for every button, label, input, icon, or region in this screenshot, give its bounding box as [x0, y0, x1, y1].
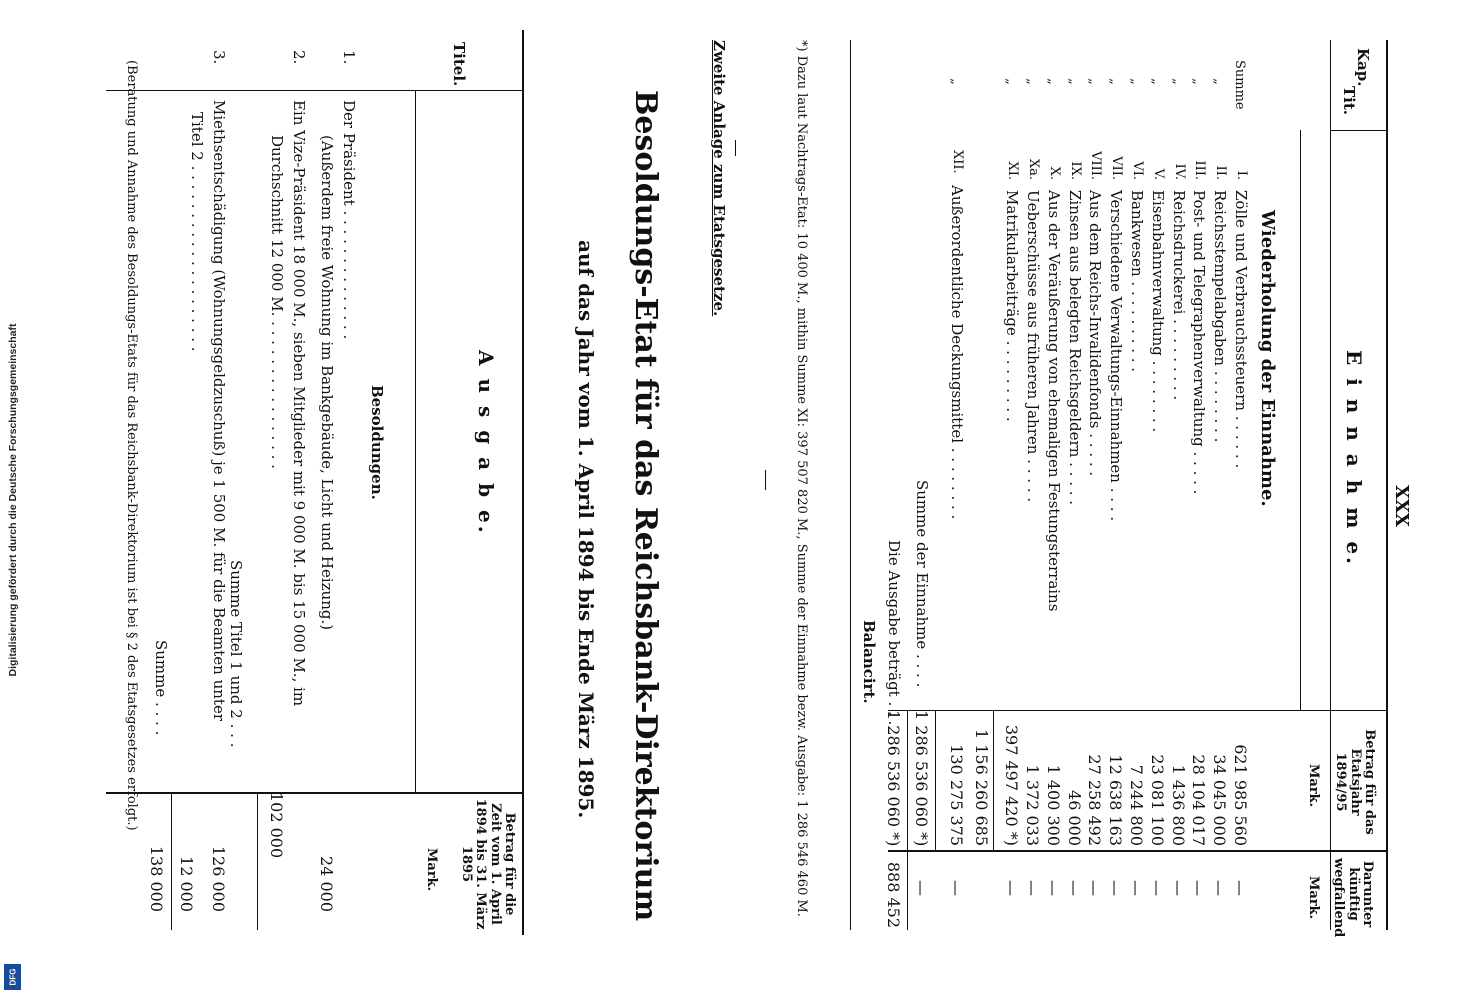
- einnahme-row-wegfallend: —: [1023, 880, 1042, 896]
- einnahme-row-wegfallend: —: [1127, 880, 1146, 896]
- einnahme-row-text: Reichsdruckerei . . . . . . . . .: [1169, 190, 1188, 401]
- einnahme-row-roman: Xa.: [1026, 158, 1041, 180]
- summe-einnahme-label: Summe der Einnahme . . . .: [913, 480, 931, 688]
- einnahme-row-amount: 28 104 017: [1189, 754, 1209, 846]
- einnahme-row-wegfallend: —: [1043, 880, 1063, 896]
- einnahme-top-rule: [1386, 40, 1388, 930]
- einnahme-row-label: „: [1044, 78, 1060, 85]
- einnahme-row-amount: 12 638 163: [1106, 754, 1126, 846]
- einnahme-row-roman: III.: [1192, 160, 1208, 180]
- einnahme-col-darunter-unit: Mark.: [1306, 876, 1321, 920]
- einnahme-row-roman: V.: [1150, 168, 1166, 180]
- besoldungs-title: Besoldungs-Etat für das Reichsbank-Direktorium: [628, 90, 663, 922]
- einnahme-row-label: „: [1128, 78, 1143, 85]
- ausgabe-item-amount: 24 000: [317, 856, 336, 912]
- einnahme-row-label: „: [1107, 78, 1123, 85]
- credit-sidebar: [0, 0, 26, 1000]
- einnahme-col-betrag: Betrag für das Etatsjahr 1894/95: [1333, 729, 1377, 835]
- einnahme-row-text: Aus der Veräußerung von ehemaligen Festungsterrains: [1044, 190, 1063, 612]
- summe-titel-amount: 126 000: [209, 845, 228, 912]
- einnahme-row-roman: IX.: [1067, 161, 1083, 180]
- einnahme-row-roman: IV.: [1171, 163, 1187, 180]
- einnahme-row-label: Summe: [1232, 60, 1247, 110]
- einnahme-row-amount: 46 000: [1064, 790, 1084, 846]
- einnahme-row-text: Post- und Telegraphenverwaltung . . . . .: [1190, 190, 1209, 495]
- einnahme-subtotal: 1 156 260 685: [972, 728, 991, 846]
- einnahme-row-label: „: [1169, 78, 1185, 85]
- besoldungs-footer-note: (Beratung und Annahme des Besoldungs-Etats für das Reichsbank-Direktorium ist bei § 2 des Etatsgesetzes erfolgt.): [124, 60, 139, 831]
- einnahme-row-label: „: [1003, 78, 1019, 85]
- ausgabe-item-amount: 102 000: [267, 792, 286, 859]
- einnahme-row-amount: 1 372 033: [1023, 764, 1042, 846]
- einnahme-row-roman: VII.: [1109, 156, 1125, 180]
- ausgabe-amount-divider: [106, 792, 524, 794]
- ausgabe-titel-divider: [106, 90, 524, 91]
- einnahme-row-text: Zölle und Verbrauchssteuern . . . . . .: [1232, 190, 1250, 469]
- einnahme-col-tit: Tit.: [1340, 86, 1358, 116]
- einnahme-row-text: Verschiedene Verwaltungs-Einnahmen . . . .: [1107, 190, 1126, 522]
- einnahme-row-roman: XI.: [1005, 161, 1021, 180]
- einnahme-section-title: Wiederholung der Einnahme.: [1257, 210, 1278, 507]
- ausgabe-item-line1: Ein Vize-Präsident 18 000 M., sieben Mitglieder mit 9 000 M. bis 15 000 M., im: [290, 100, 308, 707]
- dfg-logo-text: DFG: [8, 968, 17, 986]
- einnahme-ausgabe-rule: [907, 710, 908, 930]
- einnahme-xii-roman: XII.: [950, 150, 965, 174]
- einnahme-body-rule: [1300, 130, 1301, 710]
- einnahme-row-amount: 1 436 800: [1168, 764, 1188, 846]
- scan-mark: [765, 470, 766, 490]
- einnahme-row-text: Eisenbahnverwaltung . . . . . . . .: [1148, 190, 1167, 433]
- item3-line1: Miethsentschädigung (Wohnungsgeldzuschuß) je 1 500 M. für die Beamten unter: [210, 100, 228, 721]
- footnote: *) Dazu laut Nachtrags-Etat: 10 400 M., mithin Summe XI: 397 507 820 M., Summe der Einnahme bezw. Ausgabe: 1 286 546 460 M.: [794, 40, 809, 917]
- einnahme-col-kap: Kap.: [1354, 48, 1372, 87]
- einnahme-header-rule: [1330, 40, 1331, 930]
- einnahme-row-wegfallend: —: [1210, 880, 1230, 896]
- einnahme-row-text: Zinsen aus belegten Reichsgeldern . . . . .: [1065, 190, 1084, 506]
- balancirt: Balancirt.: [860, 620, 878, 704]
- einnahme-row-label: „: [1086, 78, 1102, 85]
- anlage-heading: Zweite Anlage zum Etatsgesetze.: [710, 40, 728, 317]
- summe-amount: 138 000: [147, 845, 166, 912]
- ausgabe-betraegt-label: Die Ausgabe beträgt . . .: [885, 540, 903, 726]
- einnahme-row-roman: VIII.: [1088, 151, 1104, 180]
- summe-einnahme-amount: 1 286 536 060 *): [912, 710, 931, 847]
- einnahme-darunter-divider: [888, 850, 1388, 852]
- besoldungen-heading: Besoldungen.: [368, 385, 386, 500]
- besoldungs-subtitle: auf das Jahr vom 1. April 1894 bis Ende März 1895.: [574, 240, 598, 819]
- ausgabe-item-line1: Der Präsident . . . . . . . . . . . . . .: [340, 100, 358, 340]
- summe-rule: [171, 792, 172, 930]
- einnahme-row-text: Aus dem Reichs-Invalidenfonds . . . . .: [1086, 190, 1105, 477]
- ausgabe-col-betrag: Betrag für die Zeit vom 1. April 1894 bis 31. März 1895: [459, 798, 517, 930]
- einnahme-row-label: „: [1211, 78, 1227, 85]
- einnahme-row-text: Matrikularbeiträge . . . . . . . . .: [1003, 190, 1022, 422]
- einnahme-row-label: „: [1148, 78, 1164, 85]
- ausgabe-heading: A u s g a b e.: [474, 350, 498, 536]
- ausgabe-item-nr: 2.: [290, 50, 308, 65]
- einnahme-title: E i n n a h m e.: [1342, 350, 1366, 568]
- einnahme-row-roman: II.: [1213, 165, 1229, 180]
- einnahme-row-amount: 7 244 800: [1127, 764, 1146, 846]
- einnahme-row-amount: 397 497 420 *): [1002, 724, 1022, 846]
- einnahme-row-roman: I.: [1234, 170, 1249, 180]
- ausgabe-betraegt-amount: 1 286 536 060 *): [884, 710, 903, 847]
- einnahme-row-label: „: [1024, 78, 1039, 85]
- einnahme-row-wegfallend: —: [1002, 880, 1022, 896]
- rotated-page-content: [106, 0, 1426, 1000]
- dfg-logo: [4, 964, 21, 990]
- ausgabe-top-rule: [522, 30, 524, 935]
- page-number: XXX: [1391, 485, 1412, 527]
- item3-nr: 3.: [210, 50, 228, 65]
- einnahme-row-amount: 27 258 492: [1085, 754, 1105, 846]
- einnahme-row-amount: 34 045 000: [1210, 754, 1230, 846]
- einnahme-row-amount: 23 081 100: [1147, 754, 1167, 846]
- einnahme-xii-label: „: [948, 78, 963, 85]
- ausgabe-col-titel: Titel.: [450, 42, 468, 87]
- einnahme-row-wegfallend: —: [1106, 880, 1126, 896]
- item3-line2: Titel 2 . . . . . . . . . . . . . . . . . . . .: [188, 112, 206, 352]
- einnahme-row-wegfallend: —: [1085, 880, 1105, 896]
- item3-amount: 12 000: [177, 856, 196, 912]
- einnahme-row-wegfallend: —: [1147, 880, 1167, 896]
- einnahme-col-darunter: Darunter künftig wegfallend: [1331, 858, 1375, 938]
- einnahme-row-label: „: [1065, 78, 1081, 85]
- einnahme-xii-amount: 130 275 375: [947, 744, 966, 846]
- summe-titel-label: Summe Titel 1 und 2 . . .: [227, 560, 245, 748]
- einnahme-bottom-rule: [850, 40, 851, 930]
- ausgabe-item-line2: Durchschnitt 12 000 M. . . . . . . . . . . . . . . . .: [268, 135, 286, 469]
- ausgabe-header-rule: [415, 90, 416, 792]
- scan-mark: [735, 140, 736, 156]
- darunter-dash: —: [912, 880, 931, 896]
- darunter-total: 888 452: [884, 861, 903, 928]
- ausgabe-item-line2: (Außerdem freie Wohnung im Bankgebäude, Licht und Heizung.): [318, 135, 336, 631]
- einnahme-row-text: Ueberschüsse aus früheren Jahren . . . . .: [1024, 190, 1042, 503]
- ausgabe-col-unit: Mark.: [424, 848, 439, 892]
- summe-titel-rule: [257, 792, 258, 930]
- einnahme-kap-divider: [1331, 130, 1388, 131]
- einnahme-xii-wegfallend: —: [947, 880, 966, 896]
- credit-text: Digitalisierung gefördert durch die Deutsche Forschungsgemeinschaft: [7, 323, 19, 677]
- einnahme-row-wegfallend: —: [1231, 880, 1250, 896]
- einnahme-row-text: Reichsstempelabgaben . . . . . . . .: [1211, 190, 1230, 443]
- einnahme-row-text: Bankwesen . . . . . . . . . .: [1128, 190, 1146, 373]
- einnahme-row-roman: VI.: [1130, 161, 1145, 180]
- einnahme-row-wegfallend: —: [1064, 880, 1084, 896]
- einnahme-row-roman: X.: [1046, 166, 1062, 180]
- einnahme-row-wegfallend: —: [1168, 880, 1188, 896]
- einnahme-row-amount: 621 985 560: [1231, 744, 1250, 846]
- einnahme-summe-rule: [935, 710, 936, 850]
- ausgabe-item-nr: 1.: [340, 50, 358, 65]
- einnahme-xii-text: Außerordentliche Deckungsmittel . . . . . . . .: [948, 185, 966, 520]
- einnahme-row-label: „: [1190, 78, 1206, 85]
- einnahme-subtotal-rule: [993, 710, 994, 850]
- einnahme-row-amount: 1 400 300: [1043, 764, 1063, 846]
- summe-label: Summe . . . .: [152, 640, 170, 736]
- einnahme-col-betrag-unit: Mark.: [1306, 764, 1321, 808]
- einnahme-row-wegfallend: —: [1189, 880, 1209, 896]
